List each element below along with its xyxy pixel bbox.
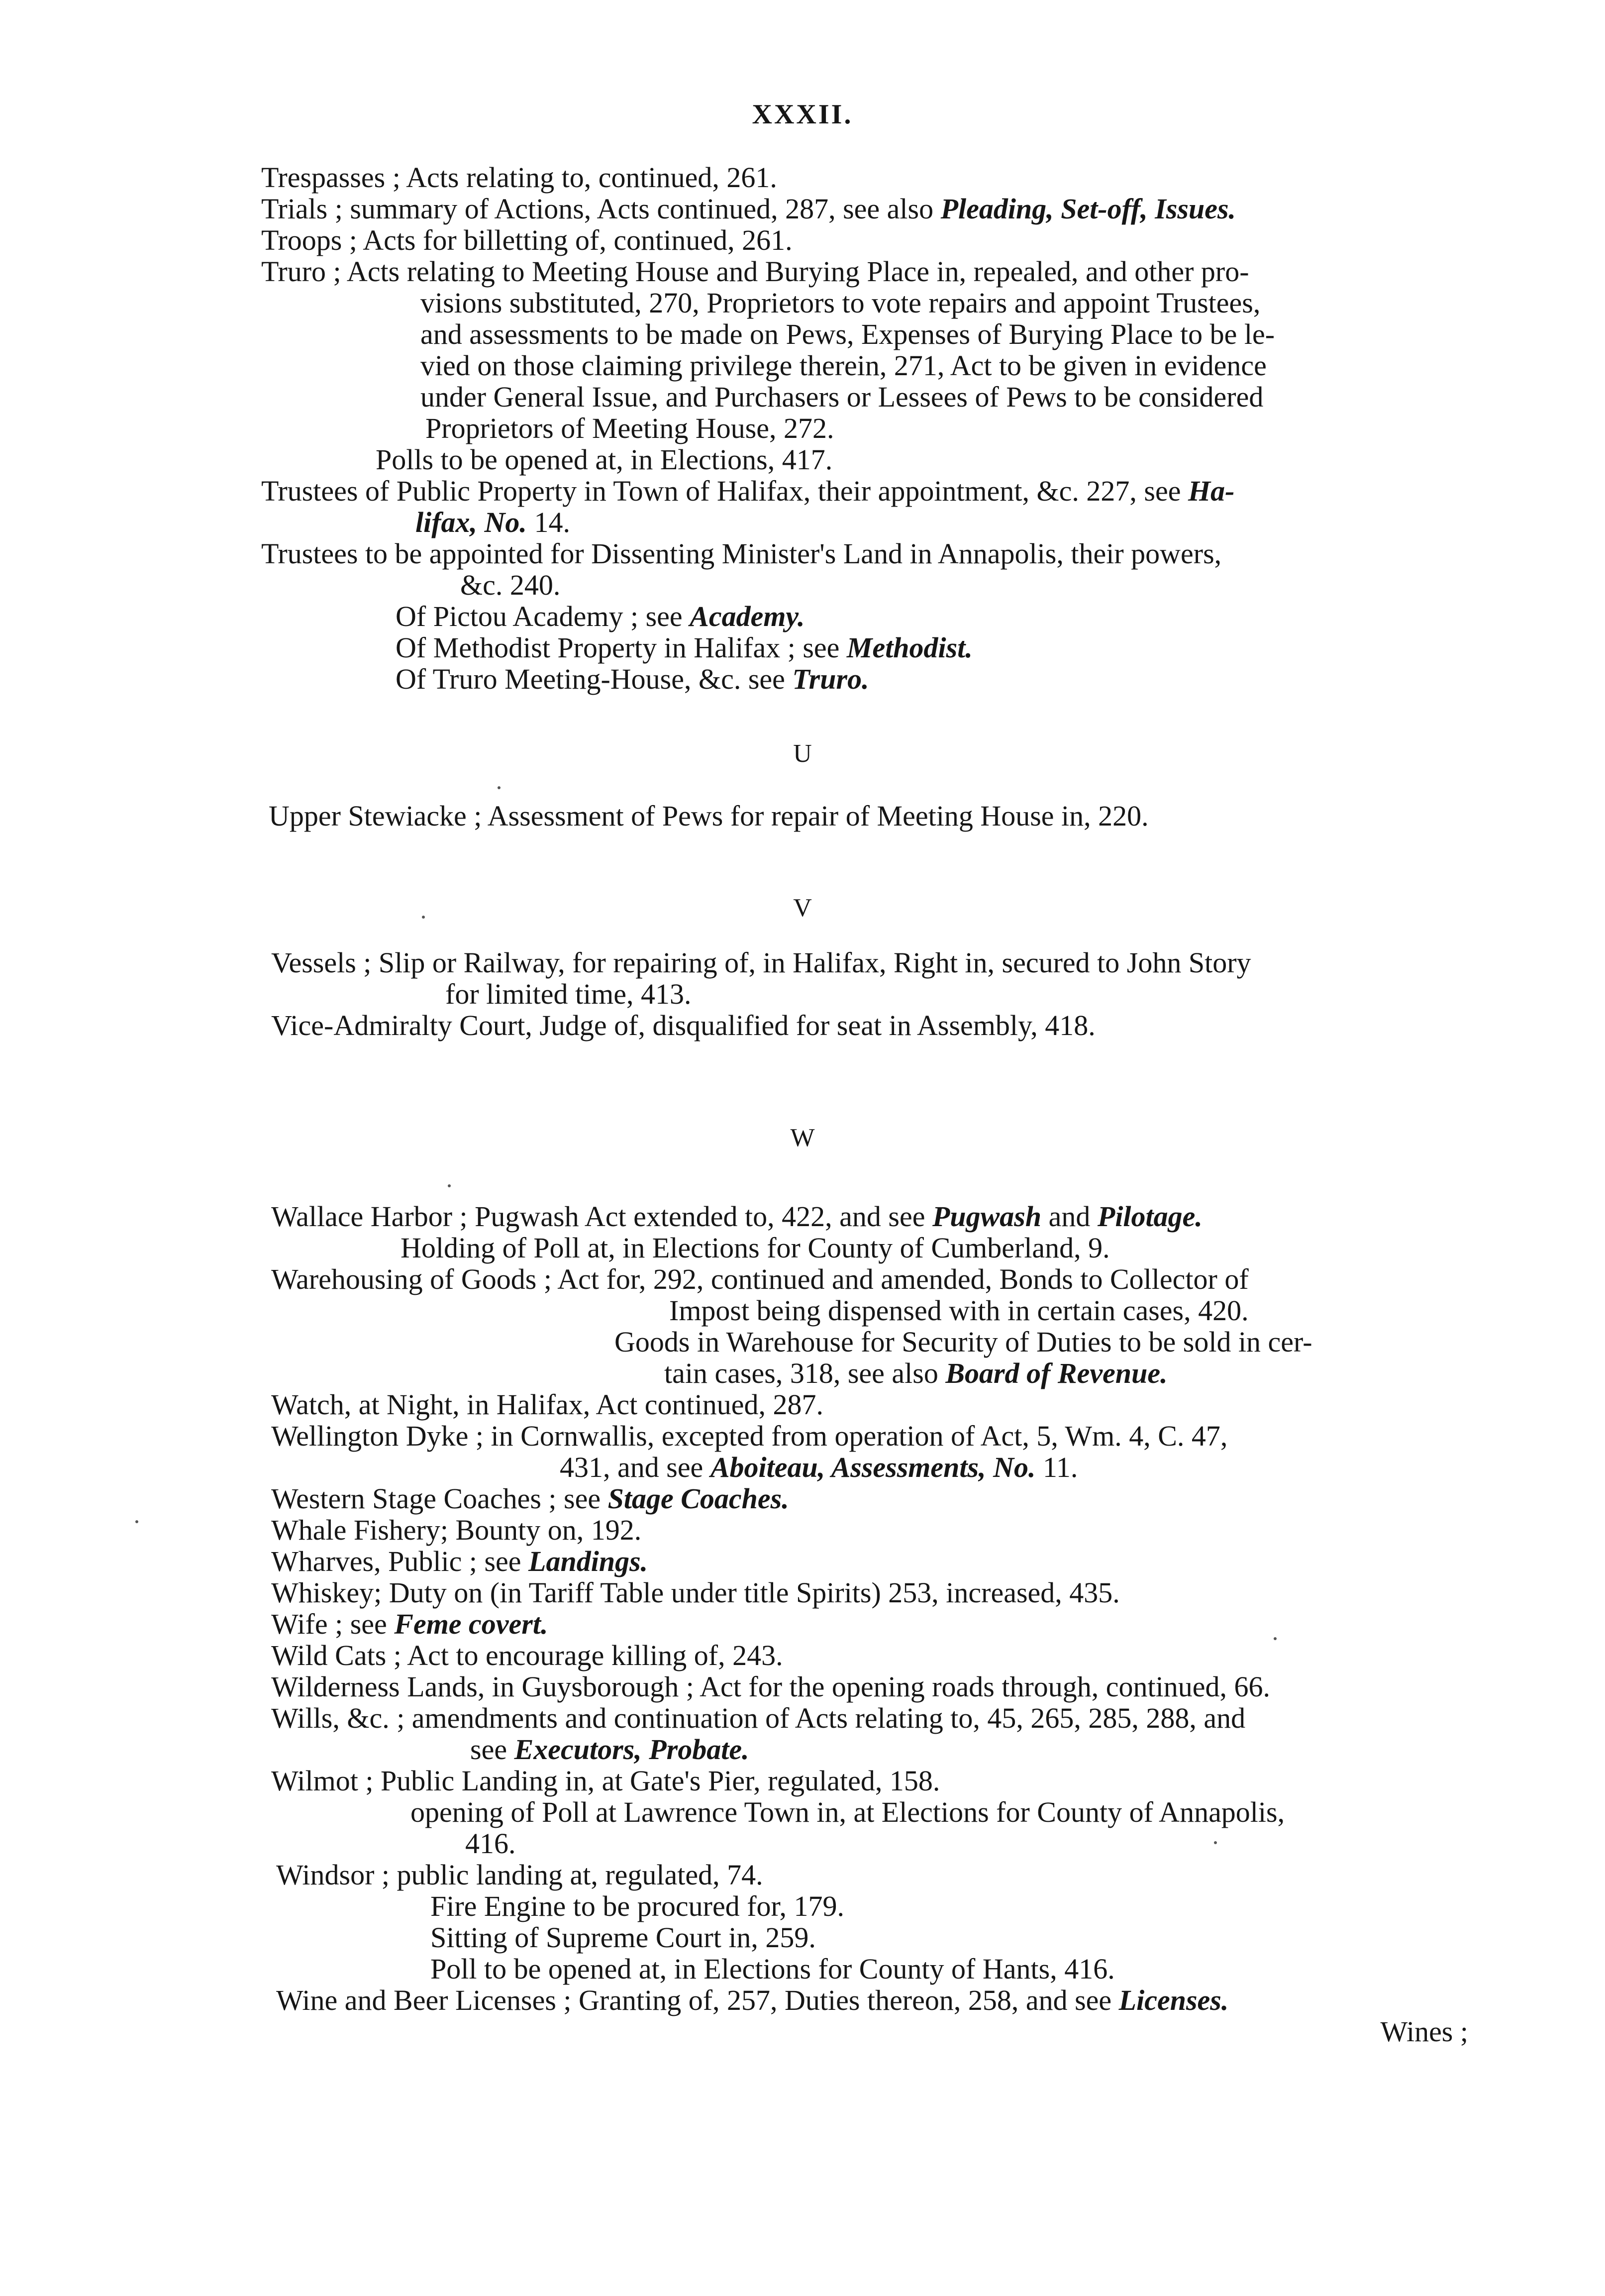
index-line [425,411,834,446]
scan-speck [448,1184,451,1187]
section-heading-w: W [790,1124,815,1152]
index-line [271,1575,1120,1610]
index-line [396,630,973,665]
index-line [261,474,1234,509]
index-line [276,1983,1228,2018]
cross-reference: Pilotage. [1097,1200,1203,1233]
index-line [271,1387,823,1422]
entry-text: Wild Cats ; Act to encourage killing of, 243. [271,1639,783,1671]
index-line [614,1325,1312,1359]
entry-text: Warehousing of Goods ; Act for, 292, continued and amended, Bonds to Collector of [271,1263,1249,1295]
index-line [271,1262,1249,1297]
entry-text: 431, and see [560,1451,710,1483]
index-line [420,348,1267,383]
entry-text: and [1041,1200,1098,1233]
entry-text: Wellington Dyke ; in Cornwallis, excepted from operation of Act, 5, Wm. 4, C. 47, [271,1420,1228,1452]
cross-reference: Licenses. [1118,1984,1229,2016]
entry-text: Goods in Warehouse for Security of Duties to be sold in cer- [614,1326,1312,1358]
index-line [430,1952,1115,1986]
catchword [1381,2014,1468,2049]
cross-reference: Feme covert. [394,1608,548,1640]
index-line [261,223,793,258]
entry-text: tain cases, 318, see also [664,1357,946,1389]
index-line [410,1795,1285,1830]
entry-text: and assessments to be made on Pews, Expenses of Burying Place to be le- [420,318,1275,350]
entry-text: under General Issue, and Purchasers or Lessees of Pews to be considered [420,381,1264,413]
entry-text: Western Stage Coaches ; see [271,1482,608,1515]
index-line [271,1199,1203,1234]
entry-text: Of Truro Meeting-House, &c. see [396,663,793,695]
index-line [430,1920,816,1955]
entry-text: Wine and Beer Licenses ; Granting of, 257, Duties thereon, 258, and see [276,1984,1119,2016]
index-line [271,945,1251,980]
index-line [271,1638,783,1673]
entry-text: vied on those claiming privilege therein, 271, Act to be given in evidence [420,349,1267,382]
index-line [420,317,1275,352]
scan-speck [1214,1841,1217,1844]
index-line [420,380,1263,415]
entry-text: Windsor ; public landing at, regulated, 74. [276,1859,763,1891]
index-line [276,1858,763,1892]
index-line [396,662,869,697]
index-line [460,568,560,603]
section-heading-u: U [793,739,812,768]
cross-reference: Stage Coaches. [607,1482,789,1515]
entry-text: 11. [1035,1451,1078,1483]
index-line [664,1356,1168,1391]
index-line [396,599,805,634]
index-line [271,1607,548,1642]
entry-text: Poll to be opened at, in Elections for County of Hants, 416. [430,1953,1115,1985]
entry-text: Impost being dispensed with in certain cases, 420. [669,1294,1249,1327]
entry-text: Sitting of Supreme Court in, 259. [430,1921,816,1954]
entry-text: opening of Poll at Lawrence Town in, at Elections for County of Annapolis, [410,1796,1285,1828]
index-line [271,1764,940,1798]
index-line [560,1450,1078,1485]
entry-text: &c. 240. [460,569,561,601]
index-line [271,1513,641,1548]
cross-reference: Landings. [528,1545,648,1577]
entry-text: Whiskey; Duty on (in Tariff Table under title Spirits) 253, increased, 435. [271,1576,1120,1609]
cross-reference: Aboiteau, Assessments, No. [710,1451,1036,1483]
index-line [271,1701,1245,1736]
index-line [261,160,777,195]
index-line [271,1008,1096,1043]
index-line [261,192,1236,226]
cross-reference: Truro. [792,663,869,695]
entry-text: 416. [465,1827,516,1860]
index-line [271,1419,1227,1454]
index-line [401,1231,1110,1265]
index-line [420,286,1260,320]
entry-text: Trespasses ; Acts relating to, continued, 261. [261,161,777,194]
index-line [415,505,570,540]
entry-text: Wife ; see [271,1608,395,1640]
entry-text: for limited time, 413. [445,978,692,1010]
entry-text: Vice-Admiralty Court, Judge of, disqualified for seat in Assembly, 418. [271,1009,1096,1042]
cross-reference: lifax, No. [415,506,527,538]
index-line [470,1732,749,1767]
entry-text: Trials ; summary of Actions, Acts continued, 287, see also [261,193,941,225]
entry-text: visions substituted, 270, Proprietors to vote repairs and appoint Trustees, [420,287,1261,319]
index-line [445,977,692,1012]
index-line [271,1670,1270,1704]
cross-reference: Executors, Probate. [514,1733,749,1766]
cross-reference: Board of Revenue. [945,1357,1168,1389]
entry-text: Troops ; Acts for billetting of, continued, 261. [261,224,793,256]
cross-reference: Academy. [690,600,805,632]
cross-reference: Pleading, Set-off, Issues. [940,193,1236,225]
index-line [261,254,1249,289]
entry-text: Holding of Poll at, in Elections for County of Cumberland, 9. [401,1232,1110,1264]
entry-text: Whale Fishery; Bounty on, 192. [271,1514,642,1546]
scan-speck [135,1520,138,1523]
entry-text: Trustees to be appointed for Dissenting Minister's Land in Annapolis, their powers, [261,537,1222,570]
index-line [261,536,1221,571]
index-line [669,1293,1249,1328]
scan-speck [498,786,501,789]
entry-text: Wilmot ; Public Landing in, at Gate's Pier, regulated, 158. [271,1765,940,1797]
page-number: XXXII. [752,99,853,130]
entry-text: Fire Engine to be procured for, 179. [430,1890,844,1922]
cross-reference: Pugwash [932,1200,1042,1233]
index-line [271,1481,789,1516]
cross-reference: Ha- [1188,475,1235,507]
entry-text: Wills, &c. ; amendments and continuation of Acts relating to, 45, 265, 285, 288, and [271,1702,1246,1734]
scan-speck [1274,1637,1277,1640]
entry-text: Wallace Harbor ; Pugwash Act extended to, 422, and see [271,1200,932,1233]
index-line [430,1889,844,1924]
entry-text: Truro ; Acts relating to Meeting House and Burying Place in, repealed, and other pro- [261,255,1249,288]
section-heading-v: V [793,894,812,922]
index-line [465,1826,516,1861]
entry-text: Trustees of Public Property in Town of Halifax, their appointment, &c. 227, see [261,475,1188,507]
entry-text: Upper Stewiacke ; Assessment of Pews for repair of Meeting House in, 220. [269,800,1149,832]
entry-text: Wharves, Public ; see [271,1545,529,1577]
entry-text: see [470,1733,514,1766]
entry-text: Wilderness Lands, in Guysborough ; Act for the opening roads through, continued, 66. [271,1670,1270,1703]
entry-text: Watch, at Night, in Halifax, Act continued, 287. [271,1388,823,1421]
entry-text: Polls to be opened at, in Elections, 417. [376,443,833,476]
index-line [271,1544,648,1579]
scan-speck [422,916,425,919]
entry-text: Wines ; [1380,2015,1468,2048]
entry-text: 14. [526,506,570,538]
entry-text: Vessels ; Slip or Railway, for repairing of, in Halifax, Right in, secured to John Story [271,946,1251,979]
entry-text: Of Methodist Property in Halifax ; see [396,631,847,664]
index-line [269,799,1149,834]
entry-text: Proprietors of Meeting House, 272. [425,412,834,444]
index-line [376,442,832,477]
entry-text: Of Pictou Academy ; see [396,600,690,632]
cross-reference: Methodist. [846,631,973,664]
